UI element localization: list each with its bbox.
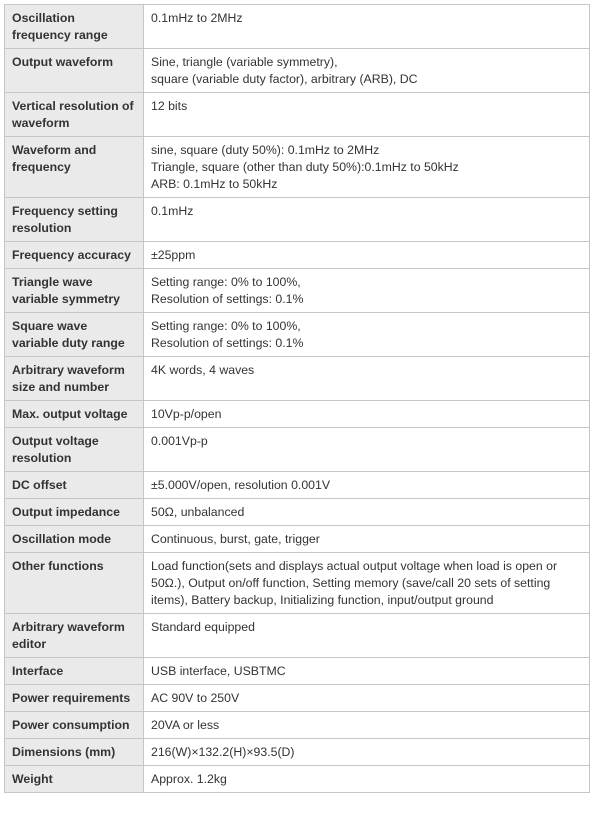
spec-row <box>5 269 590 313</box>
spec-row <box>5 93 590 137</box>
spec-value-line: ±5.000V/open, resolution 0.001V <box>151 478 331 492</box>
spec-value-line: ARB: 0.1mHz to 50kHz <box>151 177 278 191</box>
spec-value <box>144 357 590 401</box>
spec-label: Oscillation frequency range <box>5 5 144 49</box>
spec-value <box>144 269 590 313</box>
spec-value <box>144 472 590 499</box>
spec-label: Waveform and frequency <box>5 137 144 198</box>
spec-label: Power requirements <box>5 685 144 712</box>
spec-label: Oscillation mode <box>5 526 144 553</box>
spec-value <box>144 766 590 793</box>
spec-label: Frequency accuracy <box>5 242 144 269</box>
spec-row <box>5 658 590 685</box>
spec-value-line: 0.1mHz to 2MHz <box>151 11 243 25</box>
spec-row <box>5 401 590 428</box>
spec-row <box>5 428 590 472</box>
spec-value <box>144 198 590 242</box>
spec-label: Output impedance <box>5 499 144 526</box>
spec-value-line: sine, square (duty 50%): 0.1mHz to 2MHz <box>151 143 380 157</box>
spec-value-line: 50Ω.), Output on/off function, Setting memory (save/call 20 sets of setting <box>151 576 551 590</box>
spec-label: Triangle wave variable symmetry <box>5 269 144 313</box>
spec-row <box>5 472 590 499</box>
spec-value-line: 0.001Vp-p <box>151 434 208 448</box>
spec-value <box>144 614 590 658</box>
spec-row <box>5 685 590 712</box>
spec-value <box>144 739 590 766</box>
spec-label: Max. output voltage <box>5 401 144 428</box>
spec-label: Frequency setting resolution <box>5 198 144 242</box>
spec-label: Vertical resolution of waveform <box>5 93 144 137</box>
spec-row <box>5 357 590 401</box>
spec-value-line: Standard equipped <box>151 620 255 634</box>
spec-label: Arbitrary waveform editor <box>5 614 144 658</box>
spec-label: Output waveform <box>5 49 144 93</box>
spec-value <box>144 428 590 472</box>
spec-value <box>144 137 590 198</box>
spec-value-line: 50Ω, unbalanced <box>151 505 245 519</box>
spec-label: Weight <box>5 766 144 793</box>
spec-value-line: Setting range: 0% to 100%, <box>151 319 301 333</box>
spec-value <box>144 685 590 712</box>
spec-row <box>5 49 590 93</box>
spec-label: Arbitrary waveform size and number <box>5 357 144 401</box>
spec-value-line: square (variable duty factor), arbitrary (ARB), DC <box>151 72 418 86</box>
spec-row <box>5 137 590 198</box>
spec-value-line: 10Vp-p/open <box>151 407 222 421</box>
spec-label: DC offset <box>5 472 144 499</box>
spec-value-line: ±25ppm <box>151 248 196 262</box>
spec-value-line: items), Battery backup, Initializing function, input/output ground <box>151 593 494 607</box>
spec-table <box>4 4 590 793</box>
spec-value <box>144 93 590 137</box>
spec-value-line: 4K words, 4 waves <box>151 363 255 377</box>
spec-value-line: Continuous, burst, gate, trigger <box>151 532 320 546</box>
spec-row <box>5 766 590 793</box>
spec-row <box>5 242 590 269</box>
spec-value-line: 0.1mHz <box>151 204 194 218</box>
spec-table-body <box>5 5 590 793</box>
spec-value <box>144 553 590 614</box>
spec-value-line: Triangle, square (other than duty 50%):0.1mHz to 50kHz <box>151 160 459 174</box>
spec-label: Other functions <box>5 553 144 614</box>
spec-value-line: 20VA or less <box>151 718 220 732</box>
spec-value-line: AC 90V to 250V <box>151 691 240 705</box>
spec-value-line: 216(W)×132.2(H)×93.5(D) <box>151 745 295 759</box>
spec-value <box>144 5 590 49</box>
spec-row <box>5 553 590 614</box>
spec-row <box>5 526 590 553</box>
spec-value-line: Setting range: 0% to 100%, <box>151 275 301 289</box>
spec-value-line: Load function(sets and displays actual output voltage when load is open or <box>151 559 558 573</box>
spec-row <box>5 712 590 739</box>
spec-value <box>144 401 590 428</box>
spec-value <box>144 712 590 739</box>
spec-row <box>5 614 590 658</box>
spec-value <box>144 49 590 93</box>
spec-row <box>5 739 590 766</box>
spec-row <box>5 499 590 526</box>
spec-value-line: Sine, triangle (variable symmetry), <box>151 55 338 69</box>
spec-value-line: Resolution of settings: 0.1% <box>151 292 304 306</box>
spec-value-line: 12 bits <box>151 99 188 113</box>
spec-value <box>144 242 590 269</box>
spec-value-line: Approx. 1.2kg <box>151 772 227 786</box>
spec-label: Power consumption <box>5 712 144 739</box>
spec-row <box>5 313 590 357</box>
spec-value <box>144 526 590 553</box>
spec-value-line: Resolution of settings: 0.1% <box>151 336 304 350</box>
spec-value <box>144 499 590 526</box>
spec-value <box>144 658 590 685</box>
spec-label: Dimensions (mm) <box>5 739 144 766</box>
spec-value-line: USB interface, USBTMC <box>151 664 286 678</box>
spec-label: Interface <box>5 658 144 685</box>
spec-value <box>144 313 590 357</box>
spec-row <box>5 198 590 242</box>
spec-row <box>5 5 590 49</box>
spec-label: Output voltage resolution <box>5 428 144 472</box>
spec-label: Square wave variable duty range <box>5 313 144 357</box>
